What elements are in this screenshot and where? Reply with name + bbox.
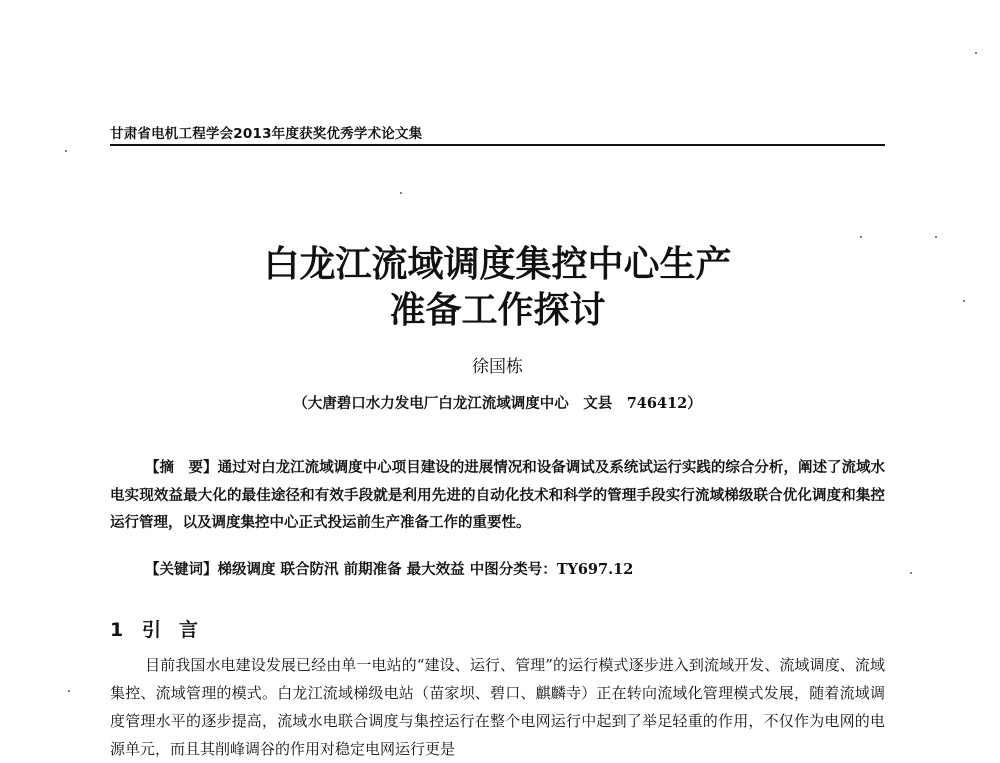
keywords-text: 梯级调度 联合防汛 前期准备 最大效益 中图分类号：TY697.12 xyxy=(217,561,634,578)
scan-speck xyxy=(65,150,67,152)
header-rule xyxy=(110,144,885,146)
abstract-text: 通过对白龙江流域调度中心项目建设的进展情况和设备调试及系统试运行实践的综合分析，阐述了流域水电实现效益最大化的最佳途径和有效手段就是利用先进的自动化技术和科学的管理手段实行流域梯级联合优化调度和集控运行管理，以及调度集控中心正式投运前生产准备工作的重要性。 xyxy=(110,459,885,531)
body-text: 目前我国水电建设发展已经由单一电站的“建设、运行、管理”的运行模式逐步进入到流域开发、流域调度、流域集控、流域管理的模式。白龙江流域梯级电站（苗家坝、碧口、麒麟寺）正在转向流域化管理模式发展，随着流域调度管理水平的逐步提高，流域水电联合调度与集控运行在整个电网运行中起到了举足轻重的作用，不仅作为电网的电源单元，而且其削峰调谷的作用对稳定电网运行更是 xyxy=(110,656,885,758)
section-number: 1 xyxy=(110,619,124,641)
scan-speck xyxy=(910,572,912,574)
keywords-line xyxy=(145,559,633,581)
scan-speck xyxy=(935,236,937,238)
paper-title-line-2: 准备工作探讨 xyxy=(389,289,606,331)
abstract-label: 【摘 要】 xyxy=(145,460,218,476)
scan-speck xyxy=(975,52,977,54)
scan-speck xyxy=(860,236,862,238)
paper-title-line-1: 白龙江流域调度集控中心生产 xyxy=(263,243,732,285)
body-paragraph xyxy=(110,651,885,763)
author-affiliation: （大唐碧口水力发电厂白龙江流域调度中心 文县 746412） xyxy=(293,395,702,412)
author-name: 徐国栋 xyxy=(472,357,523,377)
scan-speck xyxy=(963,300,965,302)
running-head: 甘肃省电机工程学会2013年度获奖优秀学术论文集 xyxy=(110,126,423,142)
scan-speck xyxy=(400,192,402,194)
abstract-block xyxy=(110,454,885,536)
section-title: 引言 xyxy=(142,619,217,641)
scan-speck xyxy=(68,690,70,692)
section-heading xyxy=(110,618,216,642)
keywords-label: 【关键词】 xyxy=(145,562,218,578)
